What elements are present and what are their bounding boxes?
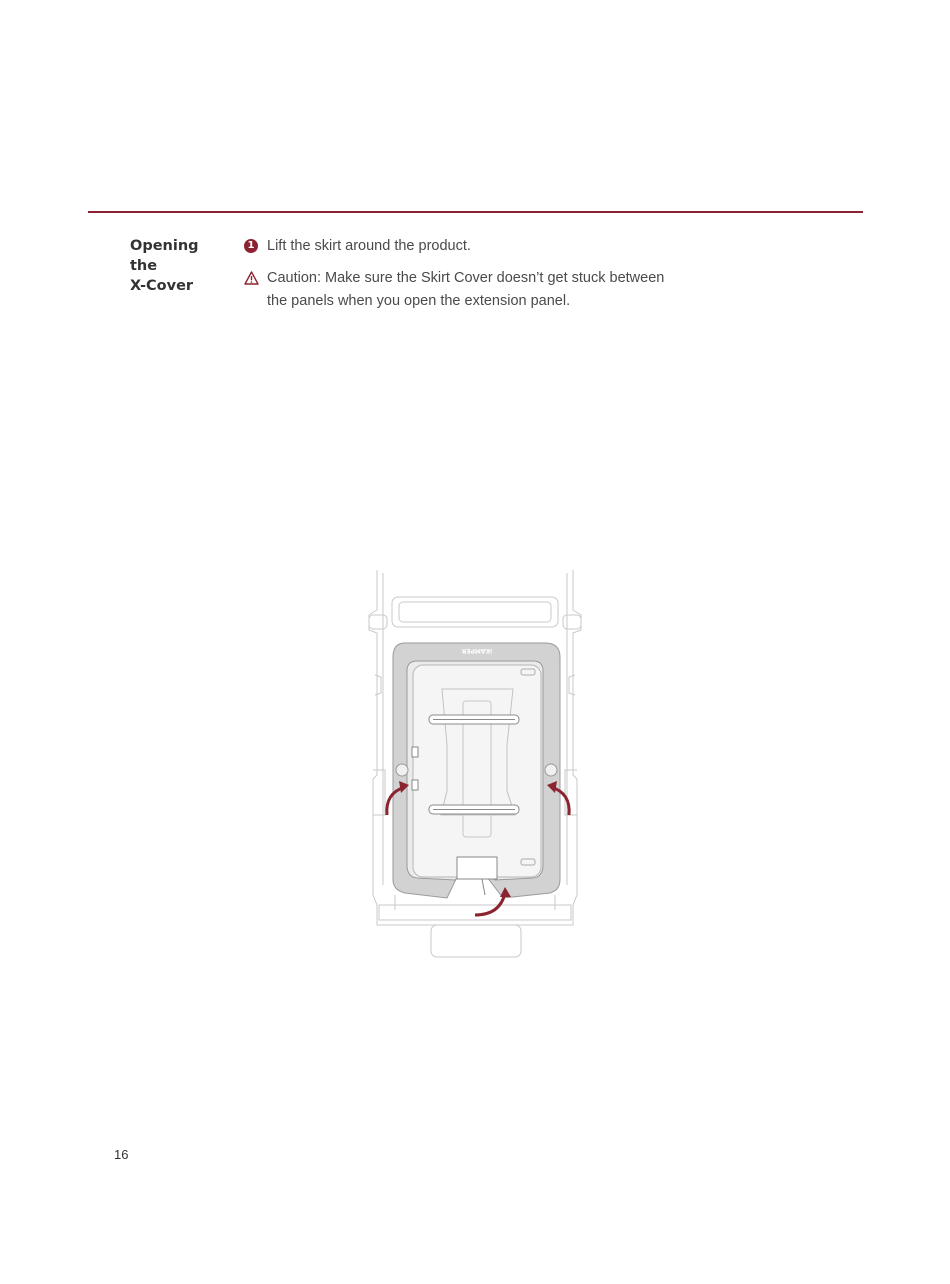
section-title	[130, 236, 220, 296]
section-title-line-1: Opening	[130, 238, 199, 254]
caution-note	[244, 267, 687, 313]
caution-text: Caution: Make sure the Skirt Cover doesn’t get stuck between the panels when you open the extension panel.	[267, 270, 665, 309]
section-divider	[88, 211, 863, 213]
section-title-line-3: X-Cover	[130, 278, 194, 294]
brand-label: iKAMPER	[461, 647, 493, 654]
section-title-line-2: the	[130, 258, 158, 274]
warning-icon	[244, 271, 259, 285]
vehicle-roof-illustration	[355, 565, 595, 965]
page-number: 16	[114, 1147, 129, 1162]
step-number-badge: 1	[244, 239, 258, 253]
step-1-text: Lift the skirt around the product.	[267, 238, 471, 254]
step-1	[244, 235, 687, 258]
